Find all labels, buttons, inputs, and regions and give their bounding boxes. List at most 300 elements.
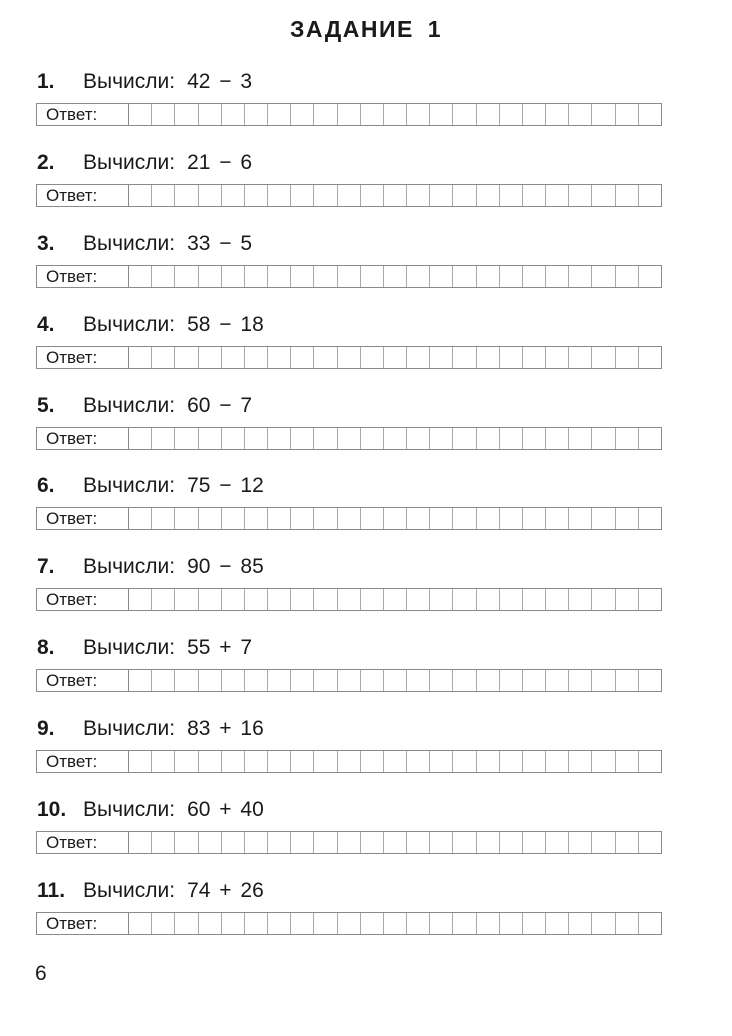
answer-cell[interactable]	[616, 913, 639, 934]
answer-cell[interactable]	[569, 185, 592, 206]
answer-row	[36, 427, 662, 450]
answer-cell[interactable]	[268, 428, 291, 449]
answer-cell[interactable]	[546, 913, 569, 934]
answer-cell[interactable]	[523, 913, 546, 934]
answer-cell[interactable]	[639, 589, 661, 610]
answer-cell[interactable]	[361, 347, 384, 368]
answer-cell[interactable]	[314, 751, 337, 772]
answer-cell[interactable]	[500, 751, 523, 772]
task-item-2	[0, 148, 732, 229]
answer-cell[interactable]	[175, 428, 198, 449]
answer-cell[interactable]	[616, 589, 639, 610]
answer-cells-5[interactable]	[129, 428, 661, 449]
answer-cell[interactable]	[199, 913, 222, 934]
answer-cell[interactable]	[639, 104, 661, 125]
answer-cell[interactable]	[222, 185, 245, 206]
answer-cell[interactable]	[453, 670, 476, 691]
answer-cell[interactable]	[245, 266, 268, 287]
answer-cell[interactable]	[569, 913, 592, 934]
answer-cell[interactable]	[291, 670, 314, 691]
task-number: 2.	[37, 150, 55, 174]
task-instruction: Вычисли:	[83, 312, 176, 336]
answer-cell[interactable]	[500, 266, 523, 287]
answer-cell[interactable]	[407, 751, 430, 772]
answer-cell[interactable]	[291, 266, 314, 287]
answer-cell[interactable]	[500, 508, 523, 529]
answer-cell[interactable]	[500, 347, 523, 368]
answer-cell[interactable]	[546, 832, 569, 853]
task-instruction: Вычисли:	[83, 636, 176, 660]
answer-cells-11[interactable]	[129, 913, 661, 934]
answer-cell[interactable]	[199, 508, 222, 529]
answer-cell[interactable]	[430, 428, 453, 449]
answer-cell[interactable]	[152, 347, 175, 368]
answer-cell[interactable]	[453, 832, 476, 853]
answer-cell[interactable]	[152, 751, 175, 772]
answer-cell[interactable]	[291, 589, 314, 610]
answer-cell[interactable]	[222, 670, 245, 691]
answer-cell[interactable]	[592, 589, 615, 610]
answer-cell[interactable]	[152, 185, 175, 206]
answer-cell[interactable]	[175, 266, 198, 287]
task-item-3	[0, 229, 732, 310]
answer-cell[interactable]	[129, 589, 152, 610]
answer-cell[interactable]	[338, 589, 361, 610]
answer-cell[interactable]	[338, 266, 361, 287]
answer-cell[interactable]	[245, 751, 268, 772]
answer-cell[interactable]	[430, 266, 453, 287]
answer-cell[interactable]	[523, 832, 546, 853]
answer-cell[interactable]	[361, 428, 384, 449]
answer-cell[interactable]	[222, 508, 245, 529]
answer-cell[interactable]	[152, 428, 175, 449]
answer-cell[interactable]	[523, 589, 546, 610]
answer-cell[interactable]	[569, 508, 592, 529]
answer-cell[interactable]	[338, 751, 361, 772]
answer-cell[interactable]	[407, 428, 430, 449]
answer-cell[interactable]	[639, 832, 661, 853]
answer-cell[interactable]	[592, 913, 615, 934]
answer-cell[interactable]	[268, 185, 291, 206]
answer-cell[interactable]	[546, 508, 569, 529]
answer-cell[interactable]	[430, 185, 453, 206]
answer-cell[interactable]	[268, 913, 291, 934]
answer-cell[interactable]	[129, 428, 152, 449]
answer-cell[interactable]	[338, 185, 361, 206]
answer-cell[interactable]	[477, 266, 500, 287]
answer-cell[interactable]	[546, 104, 569, 125]
answer-cell[interactable]	[407, 670, 430, 691]
answer-cell[interactable]	[430, 751, 453, 772]
answer-cell[interactable]	[639, 751, 661, 772]
answer-cell[interactable]	[129, 751, 152, 772]
answer-cell[interactable]	[569, 428, 592, 449]
answer-cell[interactable]	[407, 832, 430, 853]
task-item-8	[0, 633, 732, 714]
answer-cells-7[interactable]	[129, 589, 661, 610]
answer-cell[interactable]	[616, 347, 639, 368]
task-item-4	[0, 310, 732, 391]
answer-cell[interactable]	[616, 670, 639, 691]
answer-cell[interactable]	[268, 104, 291, 125]
answer-cell[interactable]	[407, 266, 430, 287]
answer-cell[interactable]	[569, 589, 592, 610]
answer-cell[interactable]	[569, 751, 592, 772]
answer-cell[interactable]	[245, 508, 268, 529]
answer-cell[interactable]	[453, 508, 476, 529]
answer-label: Ответ:	[37, 104, 129, 125]
answer-cell[interactable]	[129, 185, 152, 206]
answer-label: Ответ:	[37, 670, 129, 691]
answer-cell[interactable]	[477, 428, 500, 449]
answer-cell[interactable]	[384, 428, 407, 449]
answer-cell[interactable]	[314, 508, 337, 529]
task-instruction: Вычисли:	[83, 150, 176, 174]
answer-cell[interactable]	[407, 185, 430, 206]
answer-cell[interactable]	[592, 347, 615, 368]
answer-cell[interactable]	[314, 428, 337, 449]
answer-cell[interactable]	[384, 589, 407, 610]
answer-cell[interactable]	[129, 832, 152, 853]
task-item-1	[0, 67, 732, 148]
answer-cell[interactable]	[592, 751, 615, 772]
answer-cell[interactable]	[477, 185, 500, 206]
answer-cell[interactable]	[199, 428, 222, 449]
answer-cell[interactable]	[361, 589, 384, 610]
task-instruction: Вычисли:	[83, 231, 176, 255]
answer-cell[interactable]	[453, 589, 476, 610]
answer-cell[interactable]	[477, 347, 500, 368]
answer-cell[interactable]	[639, 508, 661, 529]
answer-cells-1[interactable]	[129, 104, 661, 125]
answer-cell[interactable]	[477, 104, 500, 125]
task-instruction: Вычисли:	[83, 717, 176, 741]
answer-cell[interactable]	[175, 913, 198, 934]
answer-cell[interactable]	[500, 913, 523, 934]
answer-cell[interactable]	[175, 589, 198, 610]
answer-cell[interactable]	[407, 913, 430, 934]
answer-cell[interactable]	[500, 104, 523, 125]
answer-cell[interactable]	[222, 428, 245, 449]
task-instruction: Вычисли:	[83, 555, 176, 579]
answer-cell[interactable]	[291, 104, 314, 125]
answer-cell[interactable]	[430, 347, 453, 368]
answer-cell[interactable]	[152, 589, 175, 610]
answer-cells-2[interactable]	[129, 185, 661, 206]
answer-cell[interactable]	[245, 832, 268, 853]
answer-cell[interactable]	[222, 266, 245, 287]
answer-cell[interactable]	[616, 185, 639, 206]
answer-cell[interactable]	[384, 751, 407, 772]
task-number: 10.	[37, 798, 67, 822]
answer-cell[interactable]	[546, 589, 569, 610]
answer-cell[interactable]	[338, 670, 361, 691]
answer-cell[interactable]	[477, 832, 500, 853]
answer-cell[interactable]	[338, 428, 361, 449]
answer-cell[interactable]	[477, 751, 500, 772]
answer-cell[interactable]	[152, 104, 175, 125]
answer-cell[interactable]	[384, 508, 407, 529]
answer-cell[interactable]	[500, 428, 523, 449]
answer-cell[interactable]	[152, 508, 175, 529]
task-item-6	[0, 471, 732, 552]
answer-cell[interactable]	[430, 589, 453, 610]
answer-cell[interactable]	[592, 508, 615, 529]
answer-cell[interactable]	[384, 266, 407, 287]
answer-row	[36, 831, 662, 854]
answer-cell[interactable]	[129, 266, 152, 287]
answer-cell[interactable]	[222, 832, 245, 853]
answer-cell[interactable]	[222, 347, 245, 368]
answer-cell[interactable]	[546, 428, 569, 449]
answer-cell[interactable]	[477, 508, 500, 529]
answer-cell[interactable]	[129, 508, 152, 529]
answer-cell[interactable]	[175, 185, 198, 206]
task-number: 3.	[37, 231, 55, 255]
answer-cell[interactable]	[199, 104, 222, 125]
answer-cell[interactable]	[639, 347, 661, 368]
answer-cell[interactable]	[616, 104, 639, 125]
answer-cell[interactable]	[199, 589, 222, 610]
answer-row	[36, 265, 662, 288]
answer-cell[interactable]	[314, 347, 337, 368]
answer-cell[interactable]	[199, 670, 222, 691]
answer-cell[interactable]	[523, 266, 546, 287]
answer-cell[interactable]	[268, 347, 291, 368]
answer-cell[interactable]	[616, 508, 639, 529]
answer-cell[interactable]	[222, 913, 245, 934]
answer-cell[interactable]	[129, 670, 152, 691]
answer-cell[interactable]	[407, 589, 430, 610]
answer-cells-4[interactable]	[129, 347, 661, 368]
answer-cell[interactable]	[314, 266, 337, 287]
answer-cell[interactable]	[175, 670, 198, 691]
answer-cell[interactable]	[430, 104, 453, 125]
answer-cell[interactable]	[338, 347, 361, 368]
answer-cell[interactable]	[175, 751, 198, 772]
answer-cell[interactable]	[384, 670, 407, 691]
answer-cell[interactable]	[616, 832, 639, 853]
answer-cell[interactable]	[453, 751, 476, 772]
answer-label: Ответ:	[37, 185, 129, 206]
task-expression: 21 − 6	[187, 150, 253, 174]
answer-cell[interactable]	[245, 913, 268, 934]
answer-cell[interactable]	[245, 347, 268, 368]
answer-cell[interactable]	[430, 913, 453, 934]
answer-cell[interactable]	[477, 913, 500, 934]
answer-cell[interactable]	[245, 104, 268, 125]
answer-cell[interactable]	[291, 185, 314, 206]
answer-cell[interactable]	[592, 104, 615, 125]
answer-cell[interactable]	[129, 913, 152, 934]
answer-cell[interactable]	[592, 266, 615, 287]
answer-cell[interactable]	[199, 347, 222, 368]
answer-cell[interactable]	[500, 832, 523, 853]
answer-cell[interactable]	[384, 832, 407, 853]
answer-cell[interactable]	[268, 508, 291, 529]
answer-cell[interactable]	[453, 185, 476, 206]
answer-cell[interactable]	[245, 185, 268, 206]
answer-cell[interactable]	[639, 670, 661, 691]
answer-cell[interactable]	[453, 104, 476, 125]
answer-cell[interactable]	[407, 508, 430, 529]
answer-cell[interactable]	[384, 185, 407, 206]
task-instruction: Вычисли:	[83, 393, 176, 417]
answer-cell[interactable]	[569, 347, 592, 368]
answer-cell[interactable]	[245, 428, 268, 449]
answer-cells-6[interactable]	[129, 508, 661, 529]
answer-cell[interactable]	[616, 428, 639, 449]
answer-cell[interactable]	[523, 428, 546, 449]
answer-cell[interactable]	[546, 347, 569, 368]
answer-cell[interactable]	[338, 832, 361, 853]
answer-cell[interactable]	[152, 913, 175, 934]
answer-cell[interactable]	[569, 104, 592, 125]
answer-cell[interactable]	[616, 751, 639, 772]
answer-cell[interactable]	[430, 508, 453, 529]
answer-cells-8[interactable]	[129, 670, 661, 691]
answer-cell[interactable]	[361, 913, 384, 934]
task-expression: 42 − 3	[187, 70, 253, 93]
task-question	[37, 876, 264, 906]
answer-cell[interactable]	[592, 428, 615, 449]
answer-cells-10[interactable]	[129, 832, 661, 853]
task-instruction: Вычисли:	[83, 474, 176, 498]
answer-cell[interactable]	[291, 913, 314, 934]
task-instruction: Вычисли:	[83, 70, 176, 93]
answer-cell[interactable]	[268, 266, 291, 287]
answer-cell[interactable]	[245, 670, 268, 691]
answer-cell[interactable]	[199, 266, 222, 287]
answer-cell[interactable]	[546, 751, 569, 772]
answer-cell[interactable]	[592, 670, 615, 691]
task-question	[37, 148, 252, 178]
answer-cell[interactable]	[338, 508, 361, 529]
answer-cell[interactable]	[546, 670, 569, 691]
answer-cell[interactable]	[569, 670, 592, 691]
answer-cell[interactable]	[477, 589, 500, 610]
answer-cell[interactable]	[291, 347, 314, 368]
answer-cell[interactable]	[523, 670, 546, 691]
answer-row	[36, 184, 662, 207]
answer-label: Ответ:	[37, 832, 129, 853]
answer-cell[interactable]	[314, 913, 337, 934]
answer-cell[interactable]	[361, 104, 384, 125]
answer-cell[interactable]	[384, 913, 407, 934]
answer-cell[interactable]	[453, 428, 476, 449]
answer-cell[interactable]	[453, 913, 476, 934]
answer-cell[interactable]	[222, 104, 245, 125]
answer-cell[interactable]	[175, 104, 198, 125]
answer-cell[interactable]	[361, 670, 384, 691]
task-number: 1.	[37, 70, 55, 93]
answer-cell[interactable]	[523, 104, 546, 125]
answer-cells-3[interactable]	[129, 266, 661, 287]
answer-cell[interactable]	[291, 751, 314, 772]
answer-cell[interactable]	[639, 428, 661, 449]
answer-cell[interactable]	[361, 508, 384, 529]
answer-cell[interactable]	[384, 347, 407, 368]
answer-cell[interactable]	[175, 347, 198, 368]
answer-cell[interactable]	[291, 508, 314, 529]
answer-cell[interactable]	[569, 832, 592, 853]
answer-cell[interactable]	[314, 185, 337, 206]
answer-cell[interactable]	[314, 104, 337, 125]
task-expression: 90 − 85	[187, 555, 264, 579]
answer-cells-9[interactable]	[129, 751, 661, 772]
answer-cell[interactable]	[430, 670, 453, 691]
answer-cell[interactable]	[268, 589, 291, 610]
answer-cell[interactable]	[361, 185, 384, 206]
answer-cell[interactable]	[523, 347, 546, 368]
answer-cell[interactable]	[453, 347, 476, 368]
answer-cell[interactable]	[407, 104, 430, 125]
answer-cell[interactable]	[361, 832, 384, 853]
answer-cell[interactable]	[314, 832, 337, 853]
answer-cell[interactable]	[592, 832, 615, 853]
answer-cell[interactable]	[407, 347, 430, 368]
answer-cell[interactable]	[616, 266, 639, 287]
answer-cell[interactable]	[639, 185, 661, 206]
answer-cell[interactable]	[477, 670, 500, 691]
answer-cell[interactable]	[199, 832, 222, 853]
answer-cell[interactable]	[175, 508, 198, 529]
answer-cell[interactable]	[291, 832, 314, 853]
answer-cell[interactable]	[592, 185, 615, 206]
answer-cell[interactable]	[361, 751, 384, 772]
answer-cell[interactable]	[314, 589, 337, 610]
answer-cell[interactable]	[430, 832, 453, 853]
answer-cell[interactable]	[245, 589, 268, 610]
answer-cell[interactable]	[222, 751, 245, 772]
answer-cell[interactable]	[523, 185, 546, 206]
answer-cell[interactable]	[268, 751, 291, 772]
answer-cell[interactable]	[546, 266, 569, 287]
task-question	[37, 714, 264, 744]
answer-cell[interactable]	[152, 266, 175, 287]
answer-cell[interactable]	[152, 670, 175, 691]
answer-cell[interactable]	[152, 832, 175, 853]
answer-cell[interactable]	[175, 832, 198, 853]
answer-cell[interactable]	[569, 266, 592, 287]
answer-cell[interactable]	[500, 589, 523, 610]
answer-cell[interactable]	[199, 185, 222, 206]
answer-cell[interactable]	[268, 832, 291, 853]
answer-cell[interactable]	[546, 185, 569, 206]
answer-cell[interactable]	[199, 751, 222, 772]
answer-cell[interactable]	[453, 266, 476, 287]
answer-cell[interactable]	[523, 508, 546, 529]
answer-cell[interactable]	[129, 104, 152, 125]
answer-label: Ответ:	[37, 428, 129, 449]
answer-cell[interactable]	[129, 347, 152, 368]
answer-cell[interactable]	[314, 670, 337, 691]
answer-cell[interactable]	[222, 589, 245, 610]
answer-cell[interactable]	[361, 266, 384, 287]
answer-cell[interactable]	[523, 751, 546, 772]
answer-cell[interactable]	[384, 104, 407, 125]
answer-cell[interactable]	[268, 670, 291, 691]
answer-cell[interactable]	[338, 913, 361, 934]
answer-cell[interactable]	[639, 266, 661, 287]
answer-cell[interactable]	[338, 104, 361, 125]
task-number: 8.	[37, 636, 55, 660]
answer-cell[interactable]	[639, 913, 661, 934]
answer-cell[interactable]	[500, 670, 523, 691]
answer-cell[interactable]	[291, 428, 314, 449]
answer-label: Ответ:	[37, 266, 129, 287]
answer-cell[interactable]	[500, 185, 523, 206]
